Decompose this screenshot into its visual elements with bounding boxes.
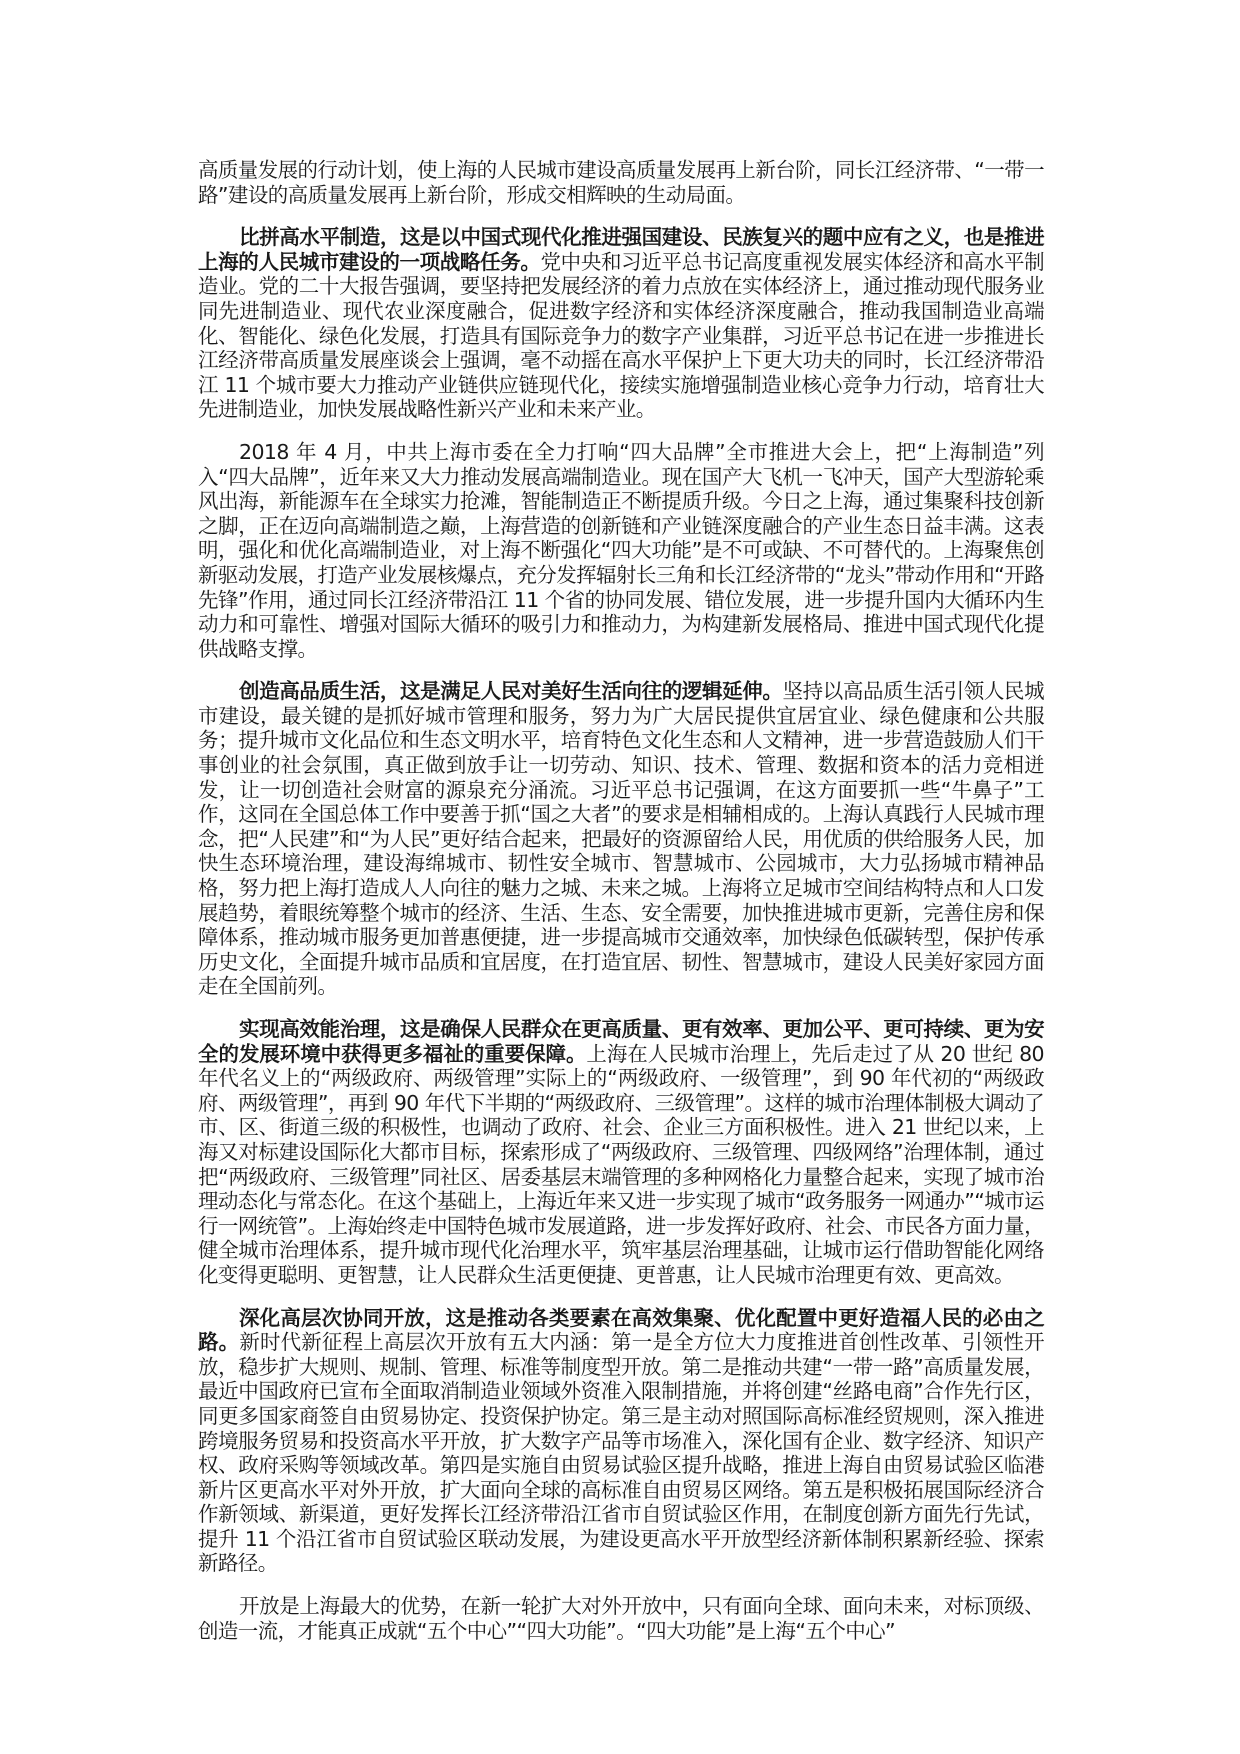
paragraph-5 (198, 1017, 1044, 1288)
paragraph-5-lead: 实现高效能治理，这是确保人民群众在更高质量、更有效率、更加公平、更可持续、更为安全的发展环境中获得更多福祉的重要保障。 (198, 1017, 1044, 1066)
paragraph-2-lead: 比拼高水平制造，这是以中国式现代化推进强国建设、民族复兴的题中应有之义，也是推进上海的人民城市建设的一项战略任务。 (198, 225, 1044, 274)
paragraph-2-text: 党中央和习近平总书记高度重视发展实体经济和高水平制造业。党的二十大报告强调，要坚持把发展经济的着力点放在实体经济上，通过推动现代服务业同先进制造业、现代农业深度融合，促进数字经济和实体经济深度融合，推动我国制造业高端化、智能化、绿色化发展，打造具有国际竞争力的数字产业集群，习近平总书记在进一步推进长江经济带高质量发展座谈会上强调，毫不动摇在高水平保护上下更大功夫的同时，长江经济带沿江 11 个城市要大力推动产业链供应链现代化，接续实施增强制造业核心竞争力行动，培育壮大先进制造业，加快发展战略性新兴产业和未来产业。 (198, 249, 1044, 422)
paragraph-5-text: 上海在人民城市治理上，先后走过了从 20 世纪 80 年代名义上的“两级政府、两级管理”实际上的“两级政府、一级管理”，到 90 年代初的“两级政府、两级管理”，再到 90 年代下半期的“两级政府、三级管理”。这样的城市治理体制极大调动了市、区、街道三级的积极性，也调动了政府、社会、企业三方面积极性。进入 21 世纪以来，上海又对标建设国际化大都市目标，探索形成了“两级政府、三级管理、四级网络”治理体制，通过把“两级政府、三级管理”同社区、居委基层末端管理的多种网格化力量整合起来，实现了城市治理动态化与常态化。在这个基础上，上海近年来又进一步实现了城市“政务服务一网通办”“城市运行一网统管”。上海始终走中国特色城市发展道路，进一步发挥好政府、社会、市民各方面力量，健全城市治理体系，提升城市现代化治理水平，筑牢基层治理基础，让城市运行借助智能化网络化变得更聪明、更智慧，让人民群众生活更便捷、更普惠，让人民城市治理更有效、更高效。 (198, 1041, 1044, 1287)
paragraph-7 (198, 1594, 1044, 1643)
paragraph-4-lead: 创造高品质生活，这是满足人民对美好生活向往的逻辑延伸。 (239, 679, 783, 704)
paragraph-6-text: 新时代新征程上高层次开放有五大内涵：第一是全方位大力度推进首创性改革、引领性开放，稳步扩大规则、规制、管理、标准等制度型开放。第二是推动共建“一带一路”高质量发展，最近中国政府已宣布全面取消制造业领域外资准入限制措施，并将创建“丝路电商”合作先行区，同更多国家商签自由贸易协定、投资保护协定。第三是主动对照国际高标准经贸规则，深入推进跨境服务贸易和投资高水平开放，扩大数字产品等市场准入，深化国有企业、数字经济、知识产权、政府采购等领域改革。第四是实施自由贸易试验区提升战略，推进上海自由贸易试验区临港新片区更高水平对外开放，扩大面向全球的高标准自由贸易区网络。第五是积极拓展国际经济合作新领域、新渠道，更好发挥长江经济带沿江省市自贸试验区作用，在制度创新方面先行先试，提升 11 个沿江省市自贸试验区联动发展，为建设更高水平开放型经济新体制积累新经验、探索新路径。 (198, 1330, 1044, 1576)
paragraph-6 (198, 1306, 1044, 1577)
paragraph-2 (198, 225, 1044, 422)
paragraph-1 (198, 158, 1044, 207)
document-page (198, 158, 1044, 1661)
paragraph-4 (198, 679, 1044, 999)
paragraph-3-text: 2018 年 4 月，中共上海市委在全力打响“四大品牌”全市推进大会上，把“上海制造”列入“四大品牌”，近年来又大力推动发展高端制造业。现在国产大飞机一飞冲天，国产大型游轮乘风出海，新能源车在全球实力抢滩，智能制造正不断提质升级。今日之上海，通过集聚科技创新之脚，正在迈向高端制造之巅，上海营造的创新链和产业链深度融合的产业生态日益丰满。这表明，强化和优化高端制造业，对上海不断强化“四大功能”是不可或缺、不可替代的。上海聚焦创新驱动发展，打造产业发展核爆点，充分发挥辐射长三角和长江经济带的“龙头”带动作用和“开路先锋”作用，通过同长江经济带沿江 11 个省的协同发展、错位发展，进一步提升国内大循环内生动力和可靠性、增强对国际大循环的吸引力和推动力，为构建新发展格局、推进中国式现代化提供战略支撑。 (198, 439, 1044, 661)
paragraph-6-lead: 深化高层次协同开放，这是推动各类要素在高效集聚、优化配置中更好造福人民的必由之路。 (198, 1305, 1044, 1355)
paragraph-7-text: 开放是上海最大的优势，在新一轮扩大对外开放中，只有面向全球、面向未来，对标顶级、创造一流，才能真正成就“五个中心”“四大功能”。“四大功能”是上海“五个中心” (198, 1594, 1044, 1643)
paragraph-3 (198, 440, 1044, 661)
paragraph-4-text: 坚持以高品质生活引领人民城市建设，最关键的是抓好城市管理和服务，努力为广大居民提供宜居宜业、绿色健康和公共服务；提升城市文化品位和生态文明水平，培育特色文化生态和人文精神，进一步营造鼓励人们干事创业的社会氛围，真正做到放手让一切劳动、知识、技术、管理、数据和资本的活力竞相迸发，让一切创造社会财富的源泉充分涌流。习近平总书记强调，在这方面要抓一些“牛鼻子”工作，这同在全国总体工作中要善于抓“国之大者”的要求是相辅相成的。上海认真践行人民城市理念，把“人民建”和“为人民”更好结合起来，把最好的资源留给人民，用优质的供给服务人民，加快生态环境治理，建设海绵城市、韧性安全城市、智慧城市、公园城市，大力弘扬城市精神品格，努力把上海打造成人人向往的魅力之城、未来之城。上海将立足城市空间结构特点和人口发展趋势，着眼统筹整个城市的经济、生活、生态、安全需要，加快推进城市更新，完善住房和保障体系，推动城市服务更加普惠便捷，进一步提高城市交通效率，加快绿色低碳转型，保护传承历史文化，全面提升城市品质和宜居度，在打造宜居、韧性、智慧城市，建设人民美好家园方面走在全国前列。 (198, 679, 1044, 999)
paragraph-1-text: 高质量发展的行动计划，使上海的人民城市建设高质量发展再上新台阶，同长江经济带、“一带一路”建设的高质量发展再上新台阶，形成交相辉映的生动局面。 (198, 158, 1044, 207)
